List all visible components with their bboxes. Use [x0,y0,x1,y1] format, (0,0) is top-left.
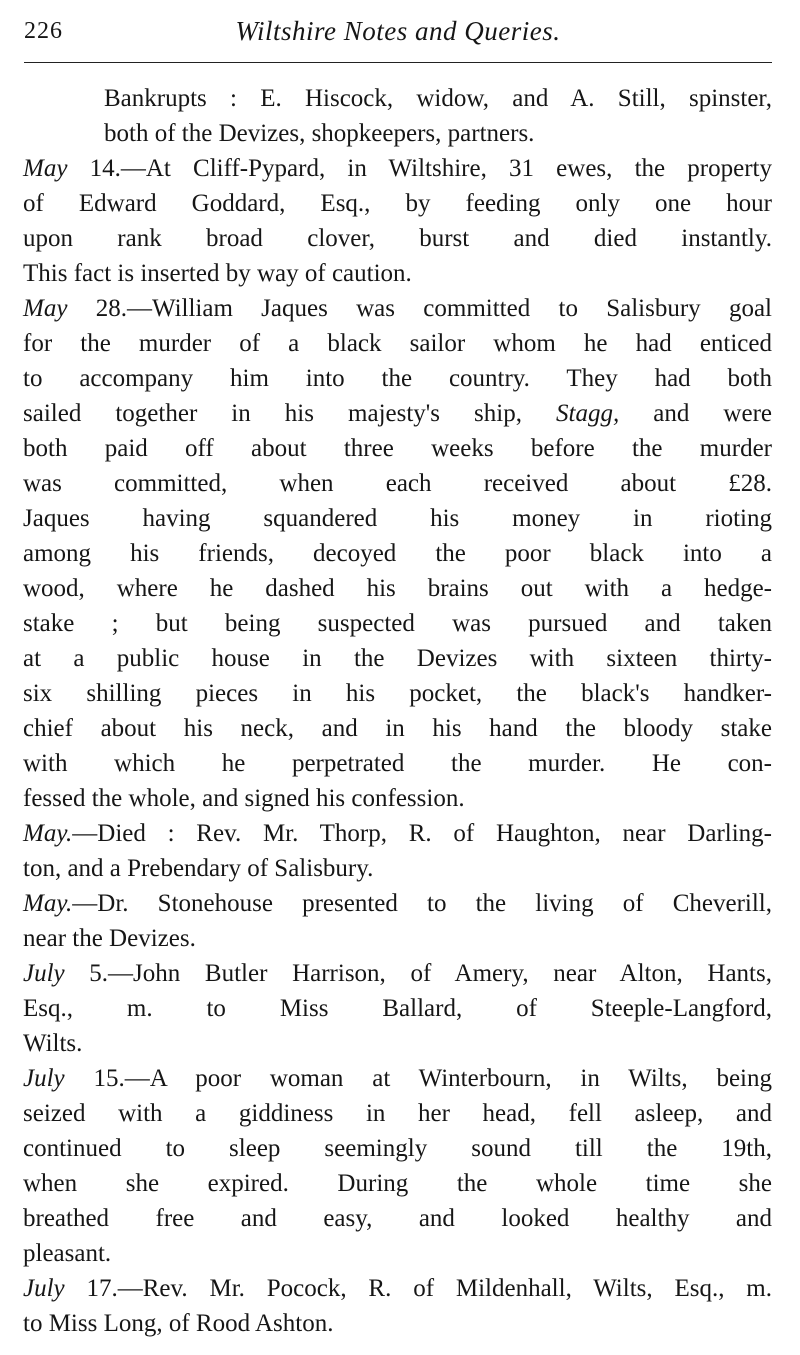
entry-date-day: 5. [89,960,109,987]
running-head [24,14,772,54]
text-line [23,956,772,991]
entry-date-month: July [23,1275,65,1302]
entry-text: —Rev. Mr. Pocock, R. of Mildenhall, Wilts, Esq., m. [117,1275,772,1302]
entry-date-day: 14. [89,155,121,182]
entry-july-5 [0,956,800,1061]
text-line: both of the Devizes, shopkeepers, partners. [104,120,535,147]
text-line: to accompany him into the country. They had both [23,365,772,392]
entry-may-died [0,816,800,886]
entry-text: —Died : Rev. Mr. Thorp, R. of Haughton, near Darling- [72,820,772,847]
text-line: Bankrupts : E. Hiscock, widow, and A. Still, spinster, [104,85,772,112]
text-line: This fact is inserted by way of caution. [23,260,412,287]
entry-date-month: May [23,155,68,182]
text-segment: and were [619,400,772,427]
entry-date-month: July [23,1065,65,1092]
text-line [23,886,772,921]
text-segment: sailed together in his majesty's ship, [23,400,557,427]
text-line: continued to sleep seemingly sound till the 19th, [23,1135,772,1162]
entry-date-month: May [23,295,68,322]
entry-may-stonehouse [0,886,800,956]
header-rule [24,62,772,63]
entry-july-17 [0,1271,800,1341]
entry-text: —John Butler Harrison, of Amery, near Alton, Hants, [108,960,772,987]
entry-text: —William Jaques was committed to Salisbury goal [126,295,773,322]
entry-bankrupts [0,81,800,151]
text-line: near the Devizes. [23,925,196,952]
text-line [23,1061,772,1096]
text-line: wood, where he dashed his brains out with a hedge- [23,575,772,602]
text-line [23,396,772,431]
text-line: fessed the whole, and signed his confession. [23,785,465,812]
text-line: pleasant. [23,1240,112,1267]
text-line: to Miss Long, of Rood Ashton. [23,1310,334,1337]
text-line: seized with a giddiness in her head, fell asleep, and [23,1100,772,1127]
entry-date-month: May. [23,890,73,917]
text-line: chief about his neck, and in his hand the bloody stake [23,715,772,742]
text-line: Esq., m. to Miss Ballard, of Steeple-Langford, [23,995,772,1022]
text-line: Jaques having squandered his money in rioting [23,505,772,532]
text-line: six shilling pieces in his pocket, the black's handker- [23,680,772,707]
entry-text: —Dr. Stonehouse presented to the living of Cheverill, [72,890,772,917]
text-line: when she expired. During the whole time she [23,1170,772,1197]
text-line: with which he perpetrated the murder. He con- [23,750,772,777]
ship-name: Stagg, [556,400,620,427]
entry-date-month: May. [23,820,73,847]
entry-date-month: July [23,960,65,987]
text-line: stake ; but being suspected was pursued and taken [23,610,772,637]
text-line [23,1271,772,1306]
text-line: Wilts. [23,1030,83,1057]
journal-title: Wiltshire Notes and Queries. [235,16,561,46]
entry-date-day: 17. [86,1275,118,1302]
text-line: among his friends, decoyed the poor black into a [23,540,772,567]
text-line: breathed free and easy, and looked healthy and [23,1205,772,1232]
text-line: for the murder of a black sailor whom he had enticed [23,330,772,357]
text-line: ton, and a Prebendary of Salisbury. [23,855,374,882]
entry-may-14 [0,151,800,291]
text-line: of Edward Goddard, Esq., by feeding only one hour [23,190,772,217]
entry-text: —A poor woman at Winterbourn, in Wilts, being [124,1065,772,1092]
text-line: at a public house in the Devizes with sixteen thirty- [23,645,772,672]
text-line: upon rank broad clover, burst and died instantly. [23,225,772,252]
text-line: was committed, when each received about £28. [23,470,772,497]
entry-date-day: 15. [93,1065,125,1092]
page-number: 226 [24,18,63,44]
text-line [23,291,773,326]
entry-may-28 [0,291,800,816]
entry-date-day: 28. [95,295,127,322]
text-line [23,151,773,186]
text-line: both paid off about three weeks before the murder [23,435,772,462]
chronicle-entries [0,81,800,1341]
entry-july-15 [0,1061,800,1271]
text-line [23,816,772,851]
entry-text: —At Cliff-Pypard, in Wiltshire, 31 ewes, the property [120,155,773,182]
